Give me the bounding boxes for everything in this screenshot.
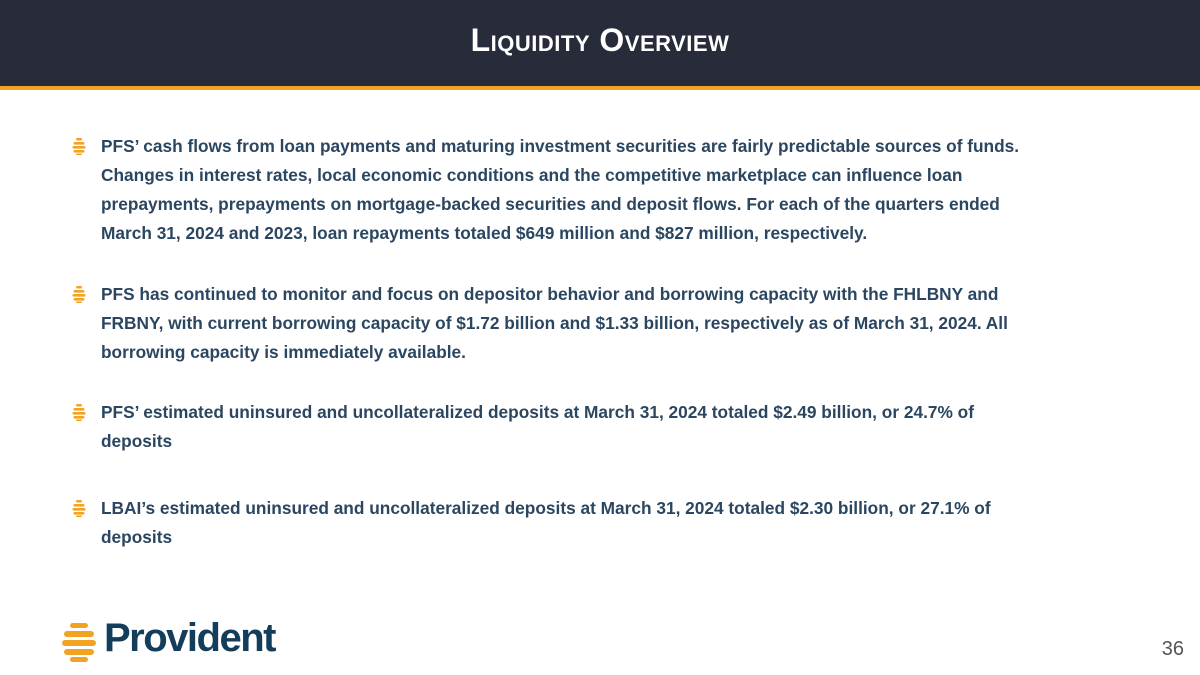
logo-mark-icon — [60, 622, 100, 662]
bullet-text-line: LBAI’s estimated uninsured and uncollateralized deposits at March 31, 2024 totaled $2.30 billion, or 27.1% of — [101, 498, 991, 518]
bullet-text-line: FRBNY, with current borrowing capacity of $1.72 billion and $1.33 billion, respectively as of March 31, 2024. All — [101, 313, 1008, 333]
bullet-text-line: deposits — [101, 527, 173, 547]
slide-title: Liquidity Overview — [470, 22, 730, 58]
bullet-text-line: Changes in interest rates, local economic conditions and the competitive marketplace can influence loan — [101, 165, 963, 185]
bullet-icon — [72, 499, 86, 517]
accent-divider — [0, 86, 1200, 90]
bullet-icon — [72, 137, 86, 155]
bullet-text-line: March 31, 2024 and 2023, loan repayments totaled $649 million and $827 million, respectively. — [101, 223, 868, 243]
bullet-text-line: borrowing capacity is immediately available. — [101, 342, 466, 362]
title-bar — [0, 0, 1200, 86]
provident-logo — [60, 616, 275, 667]
bullet-text-line: PFS has continued to monitor and focus on depositor behavior and borrowing capacity with the FHLBNY and — [101, 284, 999, 304]
bullet-text-line: PFS’ estimated uninsured and uncollateralized deposits at March 31, 2024 totaled $2.49 billion, or 24.7% of — [101, 402, 974, 422]
logo-text: Provident — [104, 616, 275, 660]
bullet-text-line: PFS’ cash flows from loan payments and maturing investment securities are fairly predictable sources of funds. — [101, 136, 1020, 156]
bullet-icon — [72, 285, 86, 303]
bullet-icon — [72, 403, 86, 421]
bullet-text-line: deposits — [101, 431, 173, 451]
page-number: 36 — [1161, 638, 1184, 660]
bullet-text-line: prepayments, prepayments on mortgage-backed securities and deposit flows. For each of the quarters ended — [101, 194, 1000, 214]
